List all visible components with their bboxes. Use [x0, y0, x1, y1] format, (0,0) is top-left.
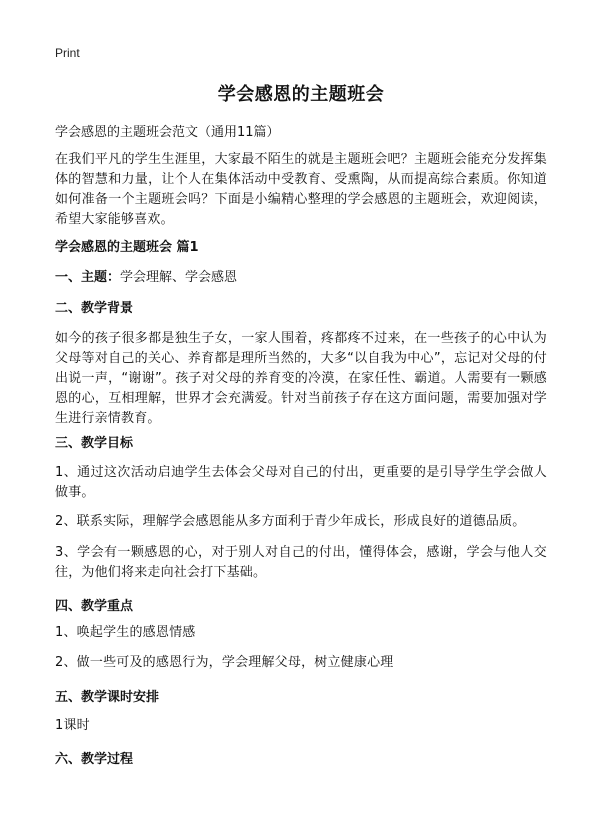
section-3-item-1: 1、通过这次活动启迪学生去体会父母对自己的付出，更重要的是引导学生学会做人做事。	[55, 465, 547, 500]
section-3-heading: 三、教学目标	[55, 436, 134, 451]
section-1-label: 一、主题：	[55, 270, 121, 285]
section-4-heading: 四、教学重点	[55, 599, 134, 614]
section-3-item-3: 3、学会有一颗感恩的心，对于别人对自己的付出，懂得体会，感谢，学会与他人交往，为他们将来走向社会打下基础。	[55, 545, 547, 580]
section-5-heading: 五、教学课时安排	[55, 690, 160, 705]
section-3-item-2: 2、联系实际，理解学会感恩能从多方面利于青少年成长，形成良好的道德品质。	[55, 514, 526, 529]
section-4-item-2: 2、做一些可及的感恩行为，学会理解父母，树立健康心理	[55, 655, 394, 670]
section-2-paragraph: 如今的孩子很多都是独生子女，一家人围着，疼都疼不过来，在一些孩子的心中认为父母等对自己的关心、养育都是理所当然的，大多“以自我为中心”，忘记对父母的付出说一声，“谢谢”。孩子对父母的养育变的冷漠，在家任性、霸道。人需要有一颗感恩的心，互相理解，世界才会充满爱。针对当前孩子存在这方面问题，需要加强对学生进行亲情教育。	[55, 331, 547, 426]
section-1-theme	[55, 266, 237, 285]
section-6-heading: 六、教学过程	[55, 752, 134, 767]
section-5-text: 1课时	[55, 718, 90, 733]
section-1-text: 学会理解、学会感恩	[120, 270, 238, 285]
page-title: 学会感恩的主题班会	[217, 84, 385, 105]
section-4-item-1: 1、唤起学生的感恩情感	[55, 625, 196, 640]
intro-paragraph: 在我们平凡的学生生涯里，大家最不陌生的就是主题班会吧？主题班会能充分发挥集体的智慧和力量，让个人在集体活动中受教育、受熏陶，从而提高综合素质。你知道如何准备一个主题班会吗？下面是小编精心整理的学会感恩的主题班会，欢迎阅读，希望大家能够喜欢。	[55, 152, 547, 227]
print-label: Print	[55, 46, 80, 60]
article-heading: 学会感恩的主题班会 篇1	[55, 240, 199, 255]
section-2-heading: 二、教学背景	[55, 301, 134, 316]
document-subtitle: 学会感恩的主题班会范文（通用11篇）	[55, 125, 280, 140]
